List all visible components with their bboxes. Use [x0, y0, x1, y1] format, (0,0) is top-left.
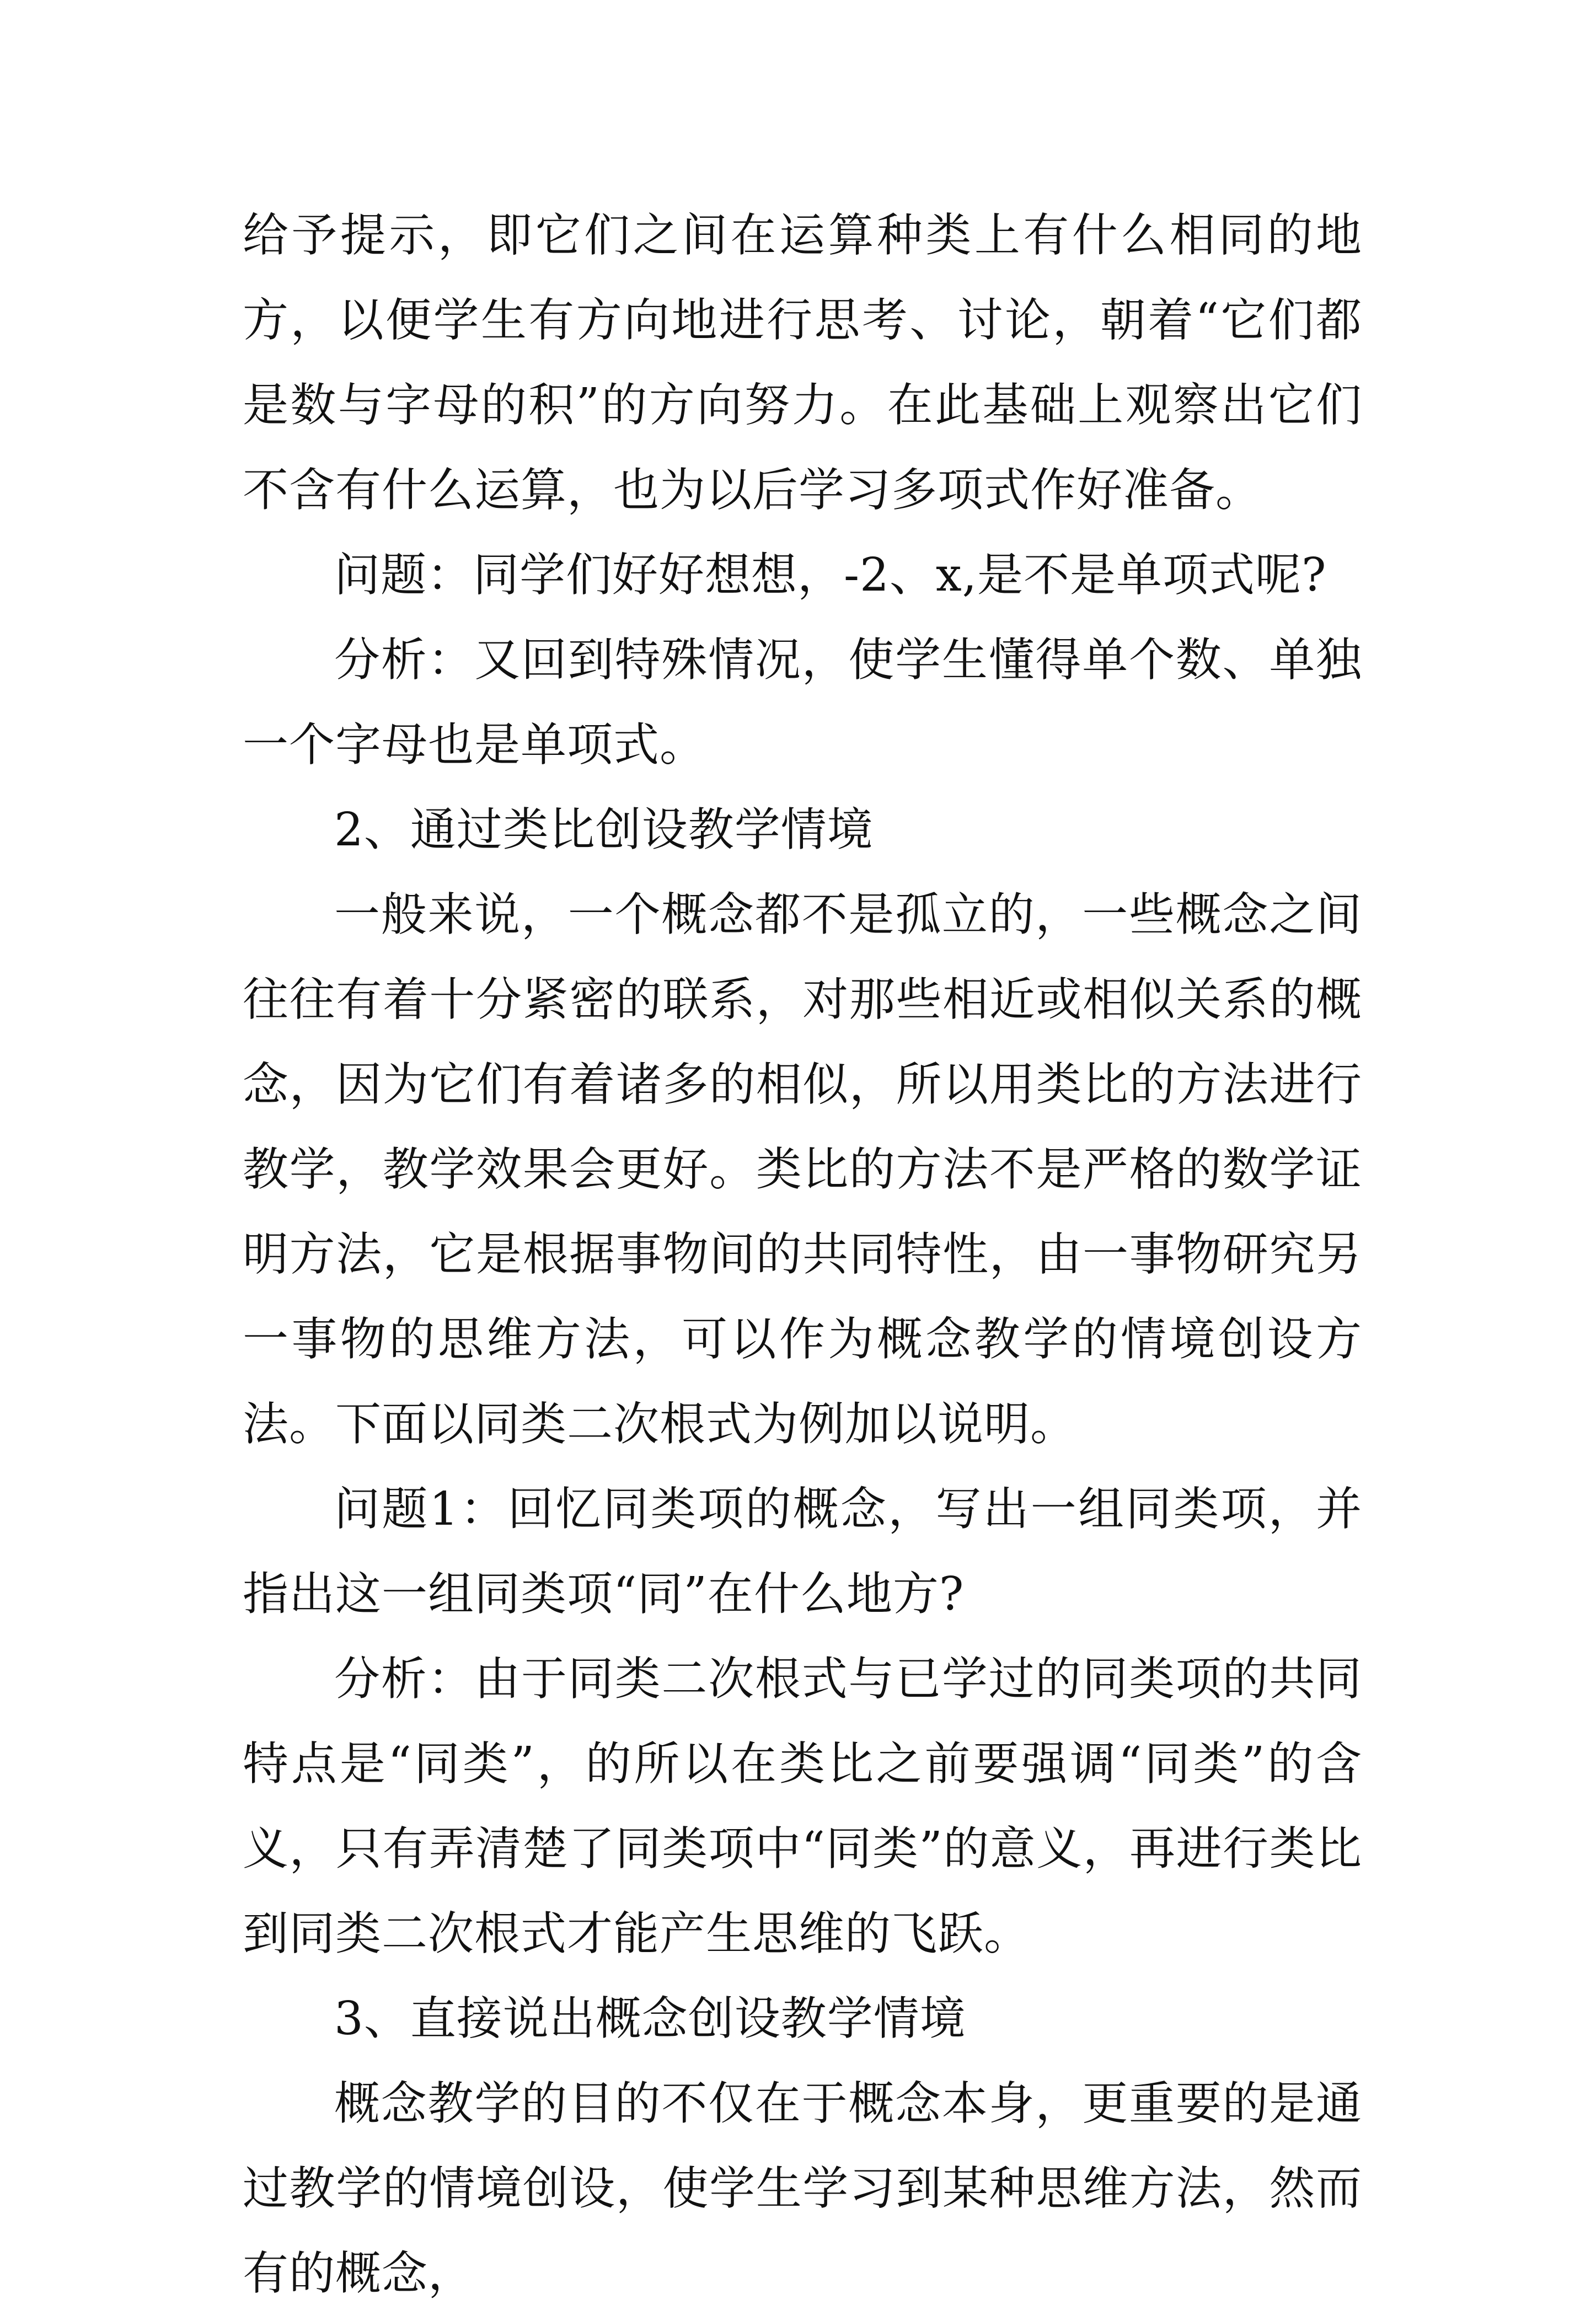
section-heading-direct-concept: 3、直接说出概念创设教学情境	[334, 1992, 966, 2045]
paragraph-question-single-term: 问题：同学们好好想想，-2、x,是不是单项式呢?	[334, 548, 1327, 602]
document-body	[243, 193, 1362, 2316]
paragraph-question-like-terms: 问题1：回忆同类项的概念，写出一组同类项，并指出这一组同类项“同”在什么地方?	[243, 1482, 1362, 1621]
paragraph-analogy-method: 一般来说，一个概念都不是孤立的，一些概念之间往往有着十分紧密的联系，对那些相近或相似关系的概念，因为它们有着诸多的相似，所以用类比的方法进行教学，教学效果会更好。类比的方法不是严格的数学证明方法，它是根据事物间的共同特性，由一事物研究另一事物的思维方法，可以作为概念教学的情境创设方法。下面以同类二次根式为例加以说明。	[243, 888, 1362, 1451]
paragraph-analysis-special-case: 分析：又回到特殊情况，使学生懂得单个数、单独一个字母也是单项式。	[243, 633, 1362, 771]
paragraph-hint-continuation: 给予提示，即它们之间在运算种类上有什么相同的地方，以便学生有方向地进行思考、讨论，朝着“它们都是数与字母的积”的方向努力。在此基础上观察出它们不含有什么运算，也为以后学习多项式作好准备。	[243, 208, 1362, 517]
section-heading-analogy: 2、通过类比创设教学情境	[334, 803, 874, 856]
paragraph-concept-teaching-goal: 概念教学的目的不仅在于概念本身，更重要的是通过教学的情境创设，使学生学习到某种思维方法，然而有的概念，	[243, 2077, 1362, 2300]
paragraph-analysis-same-kind: 分析：由于同类二次根式与已学过的同类项的共同特点是“同类”，的所以在类比之前要强调“同类”的含义，只有弄清楚了同类项中“同类”的意义，再进行类比到同类二次根式才能产生思维的飞跃。	[243, 1652, 1362, 1960]
